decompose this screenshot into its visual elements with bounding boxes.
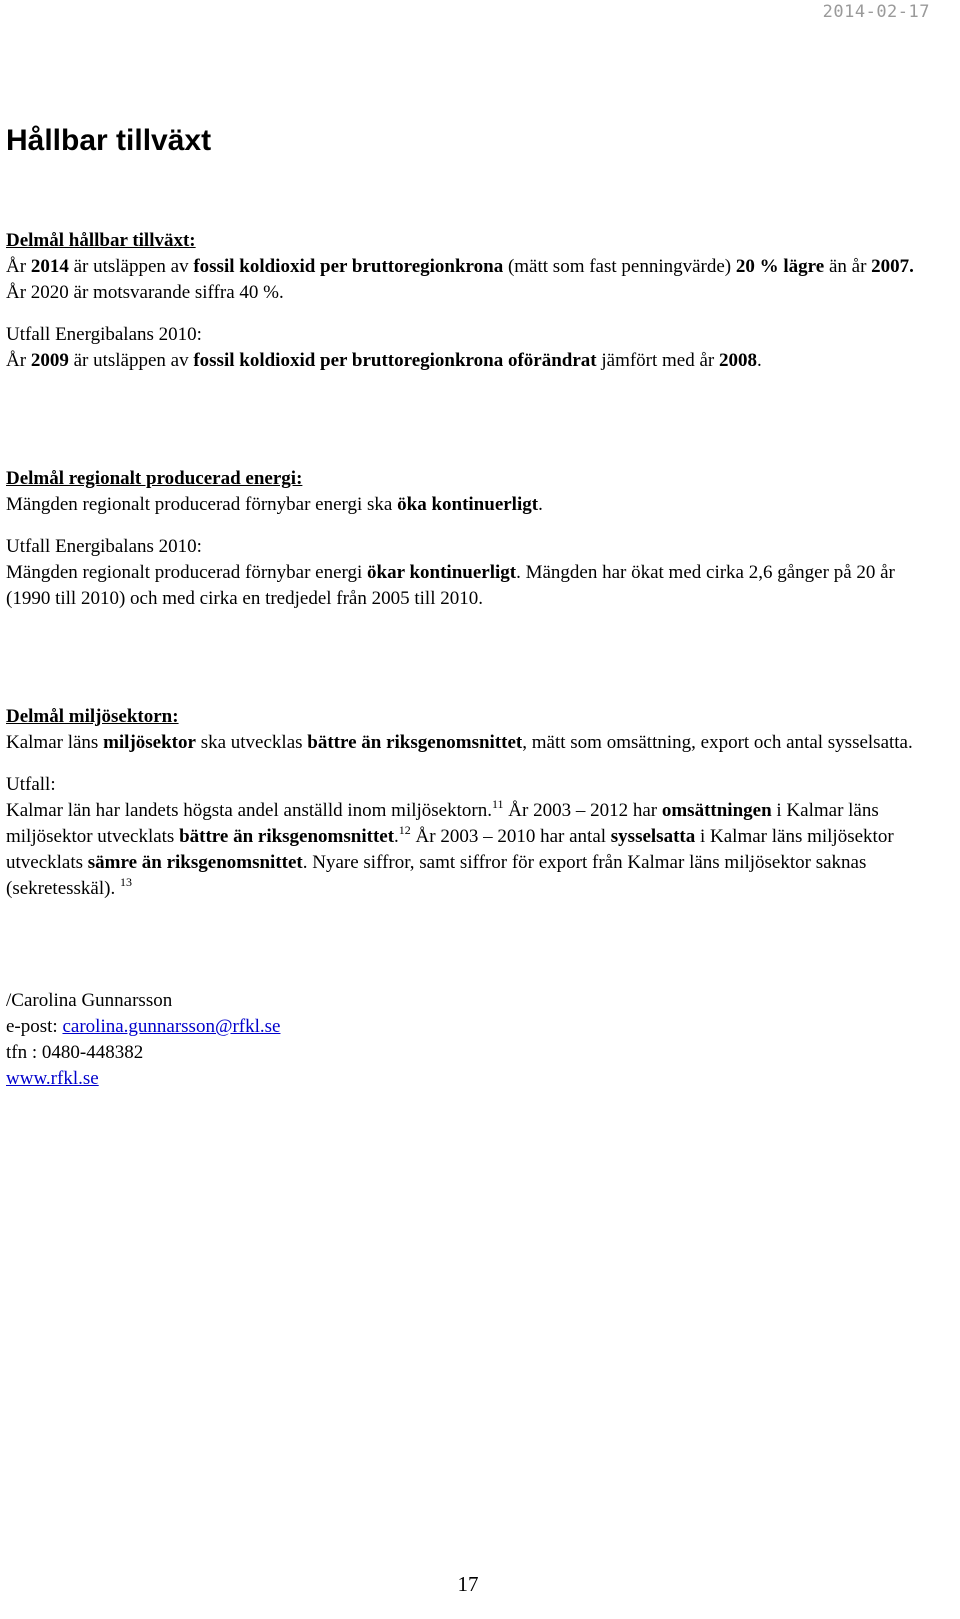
contact-email-line: e-post: carolina.gunnarsson@rfkl.se bbox=[6, 1016, 281, 1037]
email-link[interactable]: carolina.gunnarsson@rfkl.se bbox=[62, 1016, 281, 1037]
outcome-label: Utfall Energibalans 2010: bbox=[6, 324, 202, 345]
section-heading: Delmål miljösektorn: bbox=[6, 706, 179, 727]
section-heading: Delmål regionalt producerad energi: bbox=[6, 468, 303, 489]
page-title: Hållbar tillväxt bbox=[6, 124, 212, 157]
section-hallbar-tillvaxt bbox=[6, 228, 936, 374]
section-miljosektorn bbox=[6, 704, 936, 902]
footnote-ref-11: 11 bbox=[491, 797, 504, 811]
outcome-text: År 2009 är utsläppen av fossil koldioxid per bruttoregionkrona oförändrat jämfört med år 2008. bbox=[6, 350, 762, 371]
outcome-label: Utfall Energibalans 2010: bbox=[6, 536, 202, 557]
outcome-label: Utfall: bbox=[6, 774, 56, 795]
goal-text: Kalmar läns miljösektor ska utvecklas bättre än riksgenomsnittet, mätt som omsättning, export och antal sysselsatta. bbox=[6, 732, 913, 753]
website-link[interactable]: www.rfkl.se bbox=[6, 1068, 99, 1089]
contact-name: /Carolina Gunnarsson bbox=[6, 990, 173, 1011]
section-regionalt-producerad-energi bbox=[6, 466, 936, 612]
website-line bbox=[6, 1066, 936, 1092]
section-heading: Delmål hållbar tillväxt: bbox=[6, 230, 196, 251]
outcome-text: Kalmar län har landets högsta andel anställd inom miljösektorn.$^{11}$ År 2003 – 2012 har omsättningen i Kalmar läns miljösektor utvecklats bättre än riksgenomsnittet.$^{12}$ År 2003 – 2010 har antal sysselsatta i Kalmar läns miljösektor utvecklats sämre än riksgenomsnittet. Nyare siffror, samt siffror för export från Kalmar läns miljösektor saknas (sekretesskäl). $^{13}$ bbox=[6, 797, 894, 899]
goal-text: Mängden regionalt producerad förnybar energi ska öka kontinuerligt. bbox=[6, 494, 543, 515]
contact-phone: tfn : 0480-448382 bbox=[6, 1042, 144, 1063]
footnote-ref-13: 13 bbox=[119, 875, 132, 889]
header-date: 2014-02-17 bbox=[822, 2, 930, 22]
goal-text: År 2014 är utsläppen av fossil koldioxid per bruttoregionkrona (mätt som fast penningvärde) 20 % lägre än år 2007. År 2020 är motsvarande siffra 40 %. bbox=[6, 256, 914, 303]
page-number: 17 bbox=[457, 1572, 479, 1596]
outcome-text: Mängden regionalt producerad förnybar energi ökar kontinuerligt. Mängden har ökat med cirka 2,6 gånger på 20 år (1990 till 2010) och med cirka en tredjedel från 2005 till 2010. bbox=[6, 562, 895, 609]
contact-block bbox=[6, 988, 936, 1092]
footnote-ref-12: 12 bbox=[398, 823, 411, 837]
